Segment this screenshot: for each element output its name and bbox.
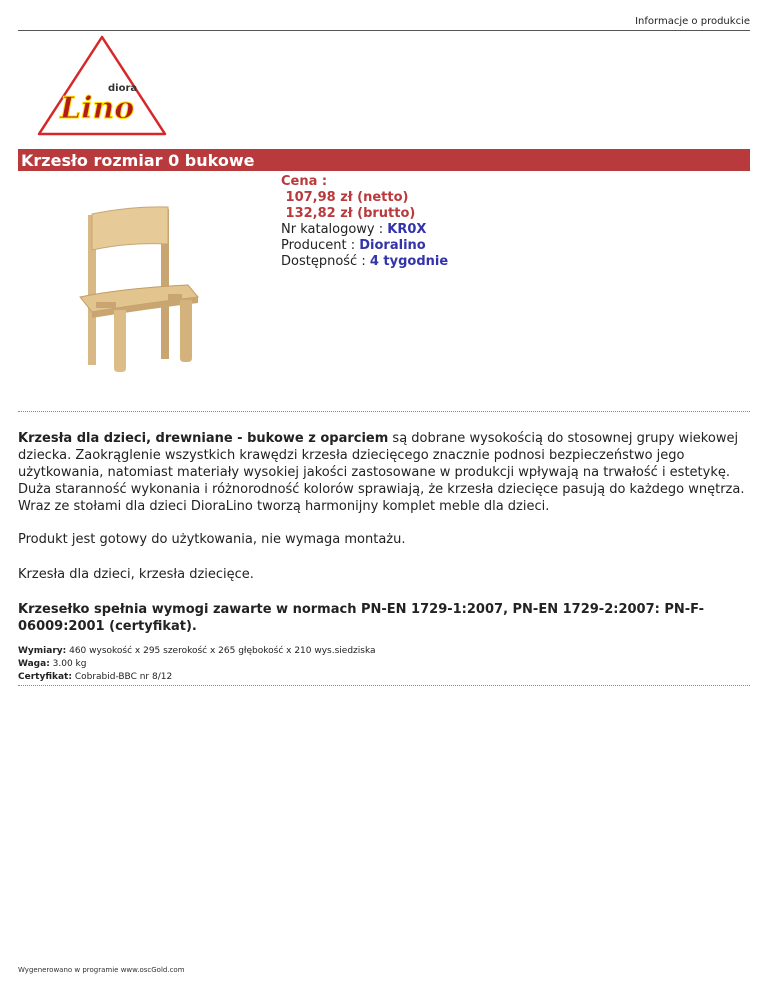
product-title: Krzesło rozmiar 0 bukowe [18, 149, 750, 171]
cert-label: Certyfikat: [18, 672, 72, 682]
availability-value: 4 tygodnie [369, 254, 449, 269]
description-intro-rest: są dobrane wysokością do stosownej grupy wiekowej dziecka. Zaokrąglenie wszystkich krawędzi krzesła dziecięcego znacznie podnosi bezpieczeństwo jego użytkowania, natomiast materiały wysokiej jakości zastosowane w produkcji wpływają na trwałość i estetykę. Duża staranność wykonania i różnorodność kolorów sprawiają, że krzesła dziecięce pasują do każdego wnętrza. Wraz ze stołami dla dzieci DioraLino tworzą harmonijny komplet meble dla dzieci. [18, 431, 745, 514]
product-image [30, 182, 270, 402]
description-paragraph-3: Krzesła dla dzieci, krzesła dziecięce. [18, 567, 254, 582]
catalog-row [281, 222, 741, 238]
description-intro-bold: Krzesła dla dzieci, drewniane - bukowe z oparciem [18, 431, 389, 446]
description-paragraph-2: Produkt jest gotowy do użytkowania, nie wymaga montażu. [18, 532, 406, 547]
producer-row [281, 238, 741, 254]
dioralino-logo [36, 34, 168, 138]
divider-bottom [18, 685, 750, 686]
cert-value: Cobrabid-BBC nr 8/12 [71, 672, 173, 682]
divider-top [18, 411, 750, 412]
description-paragraph-1 [18, 430, 753, 515]
dims-label: Wymiary: [18, 646, 67, 656]
footer-text: Wygenerowano w programie www.oscGold.com [18, 966, 185, 974]
weight-row [18, 658, 718, 671]
cert-row [18, 671, 718, 684]
price-label: Cena : [281, 174, 328, 189]
availability-row [281, 254, 741, 270]
product-specs [18, 645, 718, 684]
page-header-title: Informacje o produkcie [18, 14, 750, 31]
weight-value: 3.00 kg [49, 659, 87, 669]
product-info [281, 174, 741, 270]
producer-value: Dioralino [359, 238, 426, 253]
weight-label: Waga: [18, 659, 50, 669]
logo-top-text: diora [108, 83, 138, 94]
catalog-value: KR0X [387, 222, 427, 237]
price-brutto: 132,82 zł (brutto) [281, 206, 416, 221]
dims-value: 460 wysokość x 295 szerokość x 265 głębokość x 210 wys.siedziska [66, 646, 376, 656]
dims-row [18, 645, 718, 658]
catalog-label: Nr katalogowy : [281, 222, 388, 237]
price-netto: 107,98 zł (netto) [281, 190, 409, 205]
producer-label: Producent : [281, 238, 360, 253]
logo-main-text: Lino [60, 91, 135, 126]
description-paragraph-4: Krzesełko spełnia wymogi zawarte w normach PN-EN 1729-1:2007, PN-EN 1729-2:2007: PN-F-06009:2001 (certyfikat). [18, 602, 705, 634]
product-description [18, 430, 753, 653]
availability-label: Dostępność : [281, 254, 370, 269]
